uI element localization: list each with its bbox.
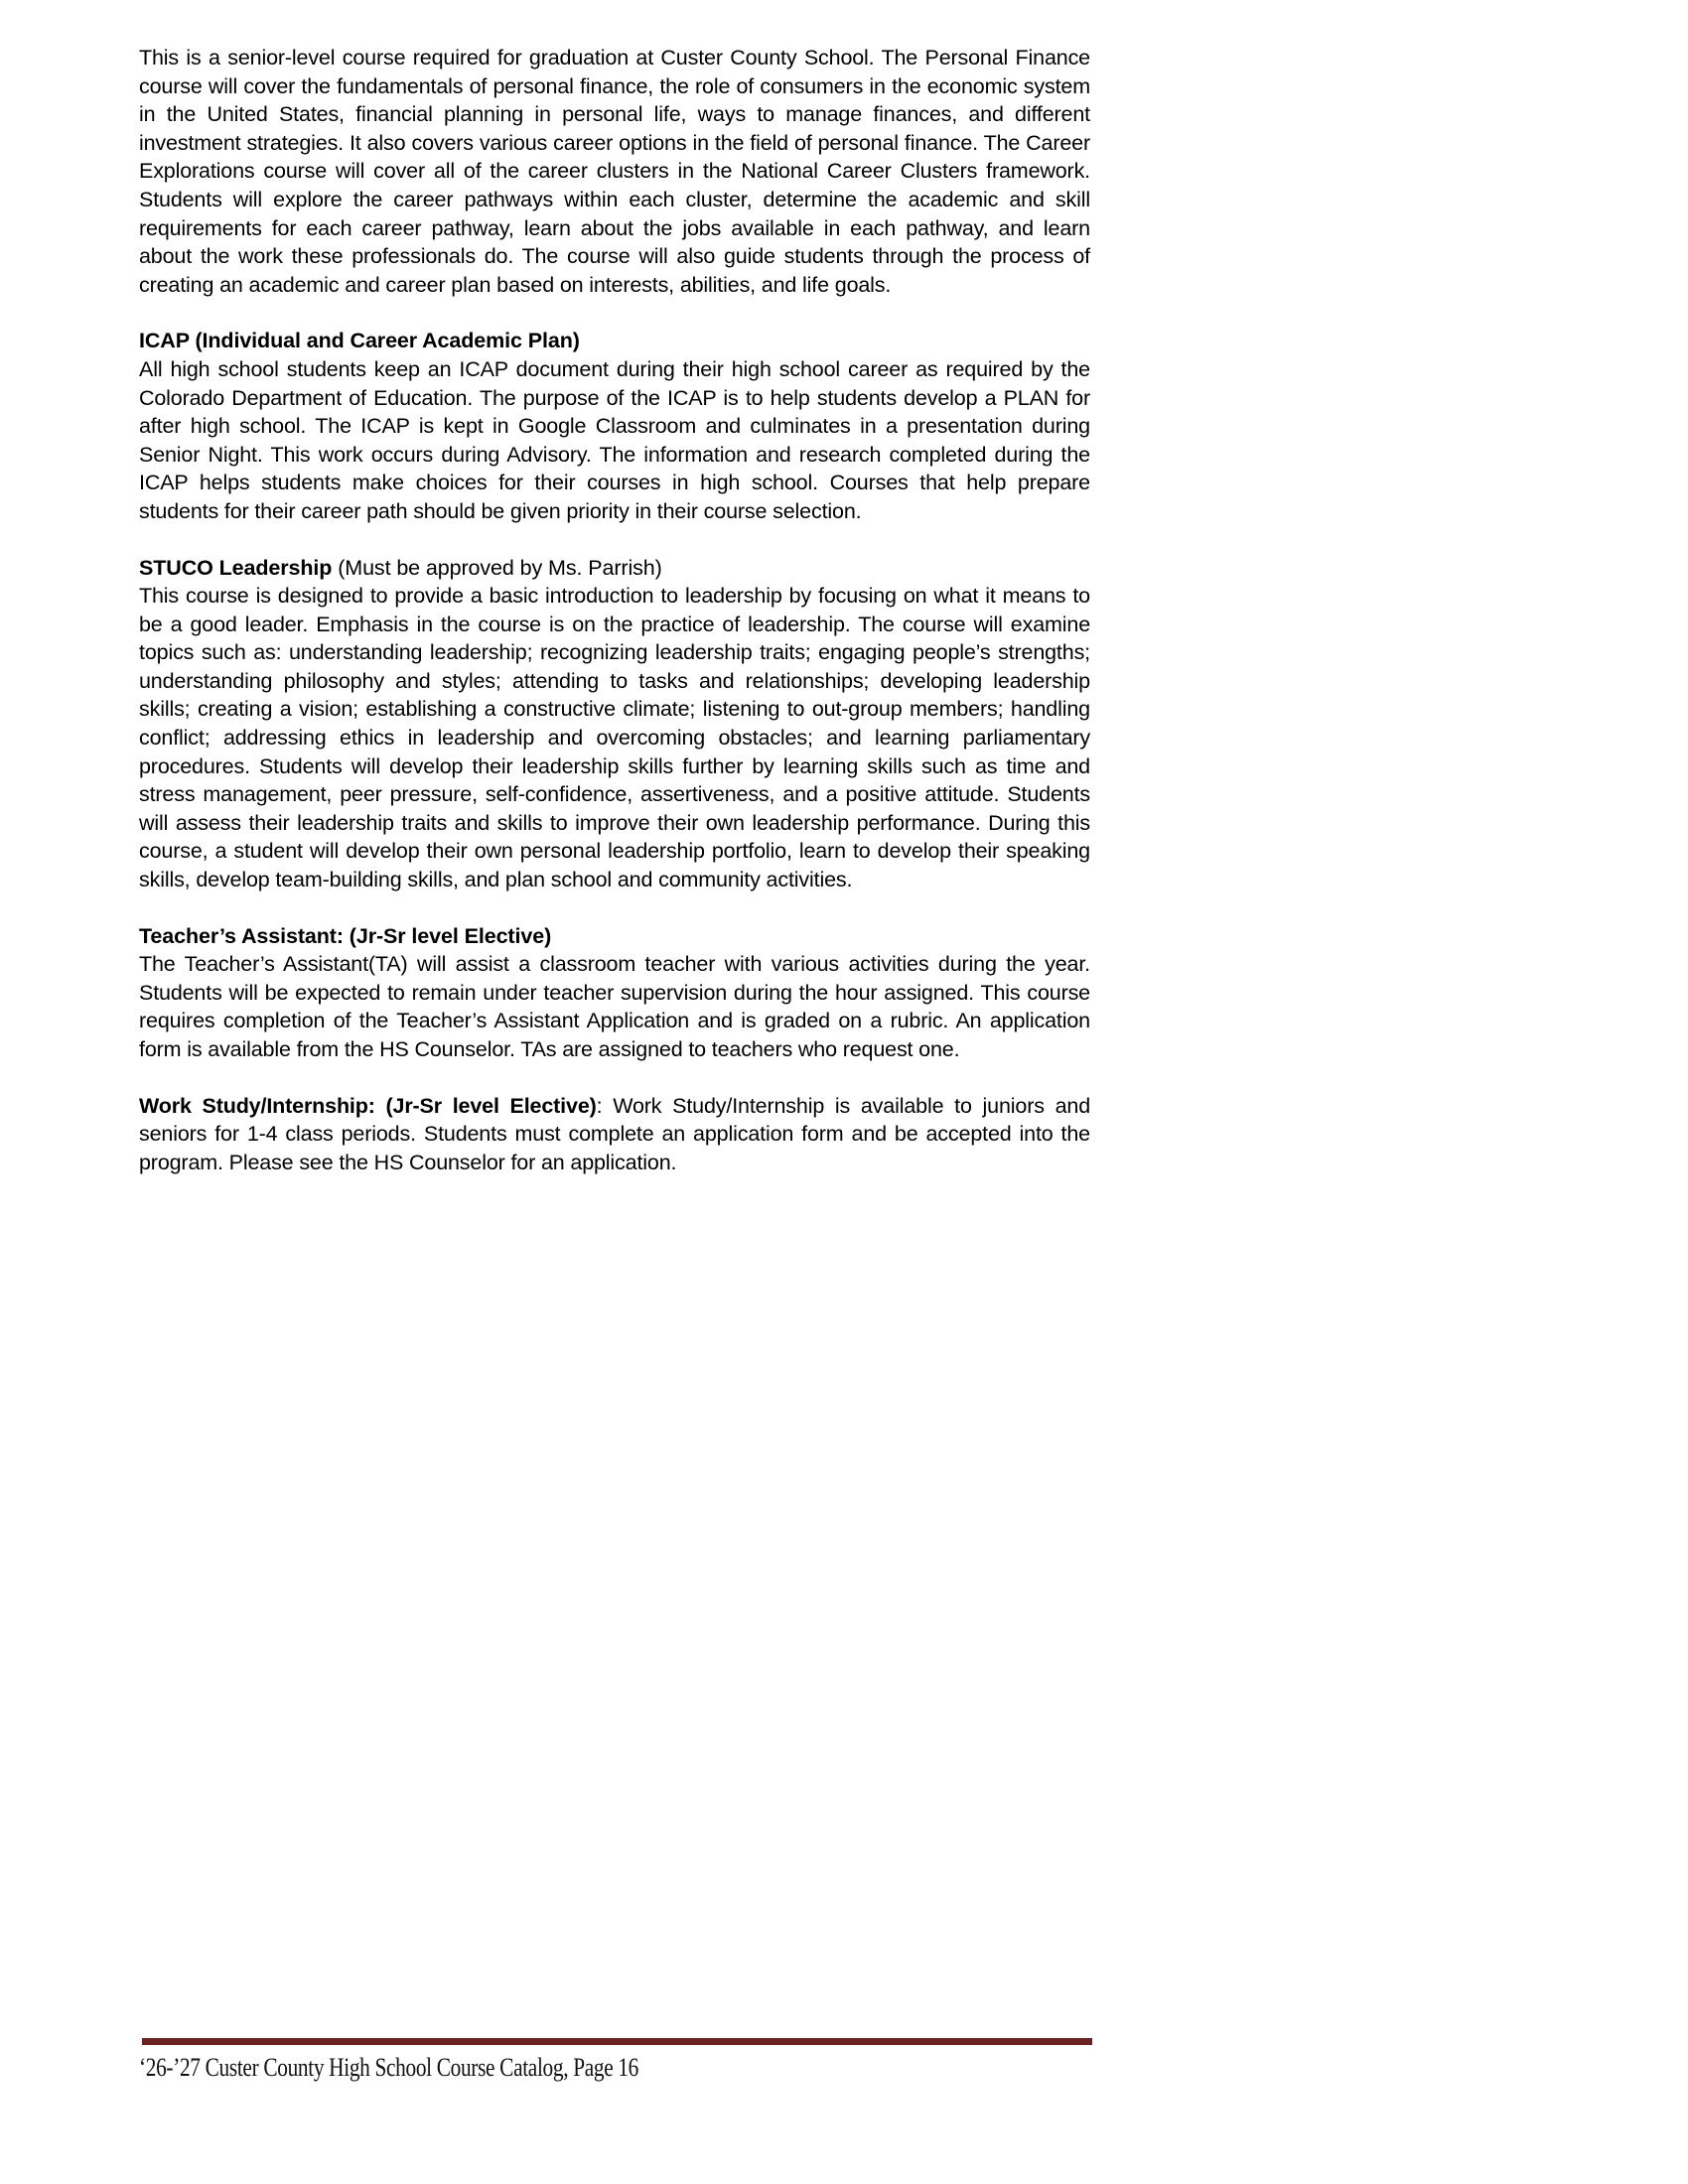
spacer [139,894,1090,922]
spacer [139,526,1090,554]
spacer [139,1064,1090,1092]
footer-caption: ‘26-’27 Custer County High School Course Catalog, Page 16 [139,2053,639,2082]
heading-stuco [139,554,1090,583]
footer-divider [142,2038,1092,2045]
intro-paragraph: This is a senior-level course required for graduation at Custer County School. The Personal Finance course will cover the fundamentals of personal finance, the role of consumers in the economic system in the United States, financial planning in personal life, ways to manage finances, and different investment strategies. It also covers various career options in the field of personal finance. The Career Explorations course will cover all of the career clusters in the National Career Clusters framework. Students will explore the career pathways within each cluster, determine the academic and skill requirements for each career pathway, learn about the jobs available in each pathway, and learn about the work these professionals do. The course will also guide students through the process of creating an academic and career plan based on interests, abilities, and life goals. [139,46,1090,297]
paragraph-stuco: This course is designed to provide a basic introduction to leadership by focusing on what it means to be a good leader. Emphasis in the course is on the practice of leadership. The course will examine topics such as: understanding leadership; recognizing leadership traits; engaging people’s strengths; understanding philosophy and styles; attending to tasks and relationships; developing leadership skills; creating a vision; establishing a constructive climate; listening to out-group members; handling conflict; addressing ethics in leadership and overcoming obstacles; and learning parliamentary procedures. Students will develop their leadership skills further by learning skills such as time and stress management, peer pressure, self-confidence, assertiveness, and a positive attitude. Students will assess their leadership traits and skills to improve their own leadership performance. During this course, a student will develop their own personal leadership portfolio, learn to develop their speaking skills, develop team-building skills, and plan school and community activities. [139,584,1090,892]
heading-work-study: Work Study/Internship: (Jr-Sr level Elective) [139,1093,597,1118]
spacer [139,299,1090,327]
heading-stuco-bold: STUCO Leadership [139,555,333,580]
page-content [139,44,1090,1176]
heading-teachers-assistant: Teacher’s Assistant: (Jr-Sr level Elective) [139,923,552,948]
paragraph-icap: All high school students keep an ICAP document during their high school career as required by the Colorado Department of Education. The purpose of the ICAP is to help students develop a PLAN for after high school. The ICAP is kept in Google Classroom and culminates in a presentation during Senior Night. This work occurs during Advisory. The information and research completed during the ICAP helps students make choices for their courses in high school. Courses that help prepare students for their career path should be given priority in their course selection. [139,356,1090,523]
paragraph-work-study-text: : Work Study/Internship is available to juniors and seniors for 1-4 class periods. Students must complete an application form and be accepted into the program. Please see the HS Counselor for an application. [139,1093,1091,1174]
paragraph-work-study [139,1092,1090,1177]
heading-icap: ICAP (Individual and Career Academic Plan) [139,329,580,353]
paragraph-teachers-assistant: The Teacher’s Assistant(TA) will assist a classroom teacher with various activities during the year. Students will be expected to remain under teacher supervision during the hour assigned. This course requires completion of the Teacher’s Assistant Application and is graded on a rubric. An application form is available from the HS Counselor. TAs are assigned to teachers who request one. [139,952,1090,1061]
heading-stuco-note: (Must be approved by Ms. Parrish) [332,555,662,580]
